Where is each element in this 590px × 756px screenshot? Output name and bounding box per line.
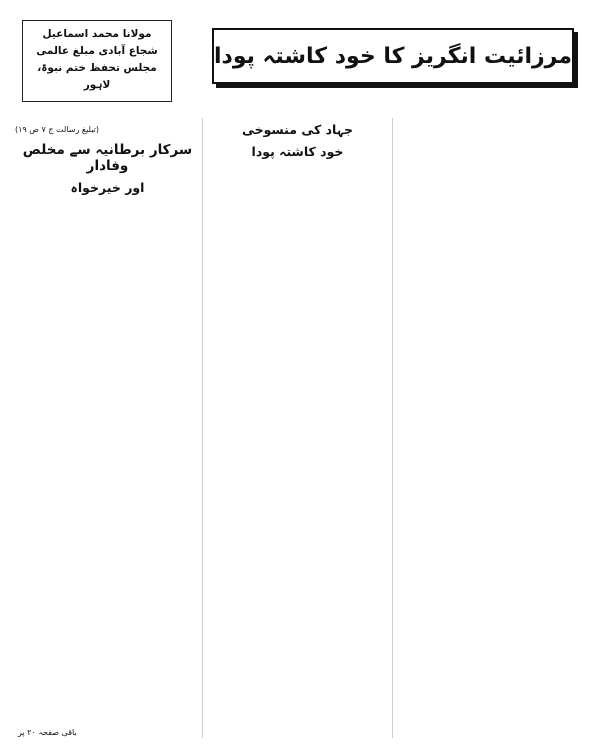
right-column — [395, 118, 580, 124]
section-heading: جہاد کی منسوخی — [241, 122, 354, 137]
author-organization: مجلس تحفظ ختم نبوۃ، لاہور — [37, 62, 157, 91]
column-divider — [202, 118, 203, 738]
section-heading: خود کاشتہ پودا — [251, 144, 344, 159]
left-column — [15, 118, 200, 202]
continued-note: باقی صفحہ ۲۰ پر — [18, 728, 77, 737]
section-subheading: اور خیرخواہ — [70, 180, 145, 195]
author-title: شجاع آبادی مبلغ عالمی — [36, 45, 158, 57]
column-divider — [392, 118, 393, 738]
author-box — [22, 20, 172, 102]
author-name: مولانا محمد اسماعیل — [42, 28, 152, 40]
article-title: مرزائیت انگریز کا خود کاشتہ پودا — [212, 28, 574, 84]
middle-column — [205, 118, 390, 166]
section-heading: سرکار برطانیہ سے مخلص وفادار — [22, 142, 193, 174]
reference-note: (تبلیغ رسالت ج ۷ ص ۱۹) — [15, 125, 99, 134]
